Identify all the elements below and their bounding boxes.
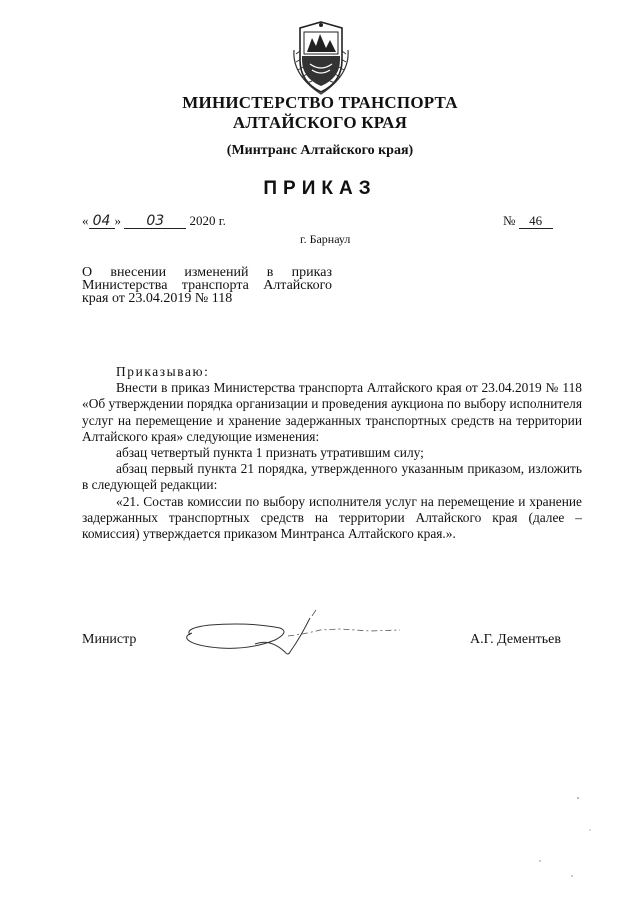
document-title: ПРИКАЗ [263,178,377,199]
paragraph-3: абзац первый пункта 21 порядка, утвержденного указанным приказом, изложить в следующей редакции: [82,461,582,493]
number-label: № [503,213,516,228]
coat-of-arms-emblem [290,20,352,96]
ministry-short-name: (Минтранс Алтайского края) [226,143,414,158]
date-year: 2020 г. [189,213,226,228]
paragraph-2: абзац четвертый пункта 1 признать утратившим силу; [116,445,424,461]
date-line [82,213,226,229]
quote-close: » [114,213,121,228]
ministry-name-line2: АЛТАЙСКОГО КРАЯ [232,113,408,132]
order-intro: Приказываю: [116,364,210,379]
paragraph-1: Внести в приказ Министерства транспорта Алтайского края от 23.04.2019 № 118 «Об утверждении порядка организации и проведения аукциона по выбору исполнителя услуг на перемещение и хранение задержанных транспортных средств на территории Алтайского края» следующие изменения: [82,380,582,444]
signatory-name: А.Г. Дементьев [470,632,561,647]
city: г. Барнаул [300,232,351,246]
document-body [82,364,582,542]
handwritten-signature [170,600,420,670]
quote-open: « [82,213,89,228]
number-value: 46 [519,214,553,229]
document-subject: О внесении изменений в приказ Министерства транспорта Алтайского края от 23.04.2019 № 118 [82,265,332,306]
date-day: 04 [89,214,115,229]
ministry-name-line1: МИНИСТЕРСТВО ТРАНСПОРТА [182,93,458,112]
signatory-position: Министр [82,632,137,647]
date-month: 03 [124,214,186,229]
paragraph-4: «21. Состав комиссии по выбору исполнителя услуг на перемещение и хранение задержанных транспортных средств на территории Алтайского края (далее – комиссия) утверждается приказом Минтранса Алтайского края.». [82,493,582,542]
document-number [503,213,553,229]
